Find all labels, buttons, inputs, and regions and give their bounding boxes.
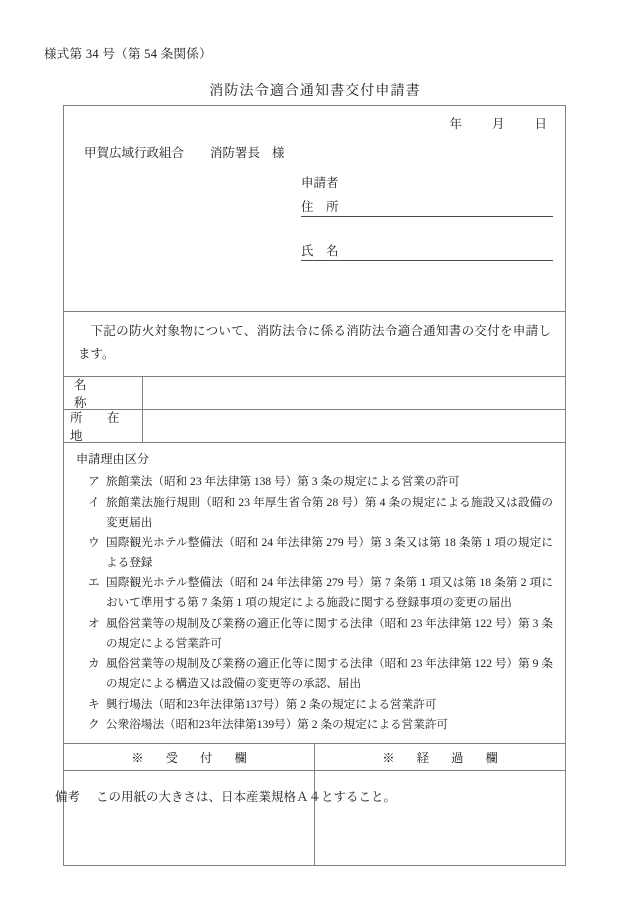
addressee-line [84,143,285,161]
list-item[interactable] [76,654,553,694]
applicant-address-input[interactable] [339,201,553,217]
property-name-band [64,376,565,409]
applicant-name-field[interactable] [301,241,553,261]
date-line [64,114,547,132]
date-month-label: 月 [491,117,505,131]
applicant-address-field[interactable] [301,197,553,217]
applicant-address-label: 住 所 [301,197,339,217]
table-row [64,377,565,409]
reason-text: 旅館業法施行規則（昭和 23 年厚生省令第 28 号）第 4 条の規定による施設又は設備の変更届出 [106,495,553,529]
applicant-name-label: 氏 名 [301,241,339,261]
property-location-input[interactable] [143,410,565,442]
office-use-header-band [64,743,565,770]
list-item[interactable] [76,614,553,654]
applicant-band [64,106,565,311]
list-item[interactable] [76,695,553,715]
reason-text: 国際観光ホテル整備法（昭和 24 年法律第 279 号）第 3 条又は第 18 条第 1 項の規定による登録 [106,536,553,569]
application-form-frame [63,105,566,866]
progress-column-input[interactable] [315,771,565,865]
list-item[interactable] [76,493,553,533]
reason-marker: ク [88,717,100,731]
reason-marker: キ [88,697,100,711]
addressee-honorific: 様 [272,146,285,160]
reasons-band [64,442,565,743]
footnote-label: 備考 [55,790,81,804]
date-year-label: 年 [449,117,462,131]
reason-text: 風俗営業等の規制及び業務の適正化等に関する法律（昭和 23 年法律第 122 号）第 3 条の規定による営業許可 [106,616,553,650]
statement-text: 下記の防火対象物について、消防法令に係る消防法令適合通知書の交付を申請します。 [78,324,551,362]
receipt-column-input[interactable] [64,771,315,865]
reason-text: 公衆浴場法（昭和23年法律第139号）第 2 条の規定による営業許可 [106,717,449,731]
addressee-title: 消防署長 [210,146,261,160]
applicant-label: 申請者 [301,176,339,190]
reason-text: 風俗営業等の規制及び業務の適正化等に関する法律（昭和 23 年法律第 122 号）第 9 条の規定による構造又は設備の変更等の承認、届出 [106,657,553,691]
reason-marker: オ [88,616,100,630]
reason-marker: ウ [88,536,100,550]
reasons-list [76,472,553,735]
document-title: 消防法令適合通知書交付申請書 [209,84,421,99]
list-item[interactable] [76,573,553,613]
progress-column-header: ※ 経 過 欄 [382,750,503,765]
list-item[interactable] [76,472,553,492]
addressee-organization: 甲賀広域行政組合 [84,146,185,160]
property-name-label: 名 称 [64,377,143,409]
reasons-heading: 申請理由区分 [76,452,150,467]
footnote-text: この用紙の大きさは、日本産業規格Ａ４とすること。 [96,790,397,804]
reason-marker: カ [88,657,100,671]
office-use-body-band [64,770,565,865]
reason-text: 国際観光ホテル整備法（昭和 24 年法律第 279 号）第 7 条第 1 項又は第 18 条第 2 項において準用する第 7 条第 1 項の規定による施設に関する登録事項の変更の届出 [106,576,553,610]
date-day-label: 日 [534,117,547,131]
table-row [64,771,565,865]
reason-text: 旅館業法（昭和 23 年法律第 138 号）第 3 条の規定による営業の許可 [106,475,460,489]
receipt-column-header: ※ 受 付 欄 [64,744,315,770]
reason-marker: イ [88,495,100,509]
property-name-input[interactable] [143,377,565,409]
reason-marker: エ [88,576,100,590]
property-location-label: 所 在 地 [64,410,143,442]
applicant-name-input[interactable] [339,245,553,261]
list-item[interactable] [76,533,553,573]
reason-marker: ア [88,475,100,489]
table-row [64,744,565,770]
property-location-band [64,409,565,442]
list-item[interactable] [76,715,553,735]
table-row [64,410,565,442]
footnote [55,787,396,805]
reason-text: 興行場法（昭和23年法律第137号）第 2 条の規定による営業許可 [106,697,437,711]
form-number: 様式第 34 号（第 54 条関係） [44,47,212,61]
statement-band [64,311,565,376]
